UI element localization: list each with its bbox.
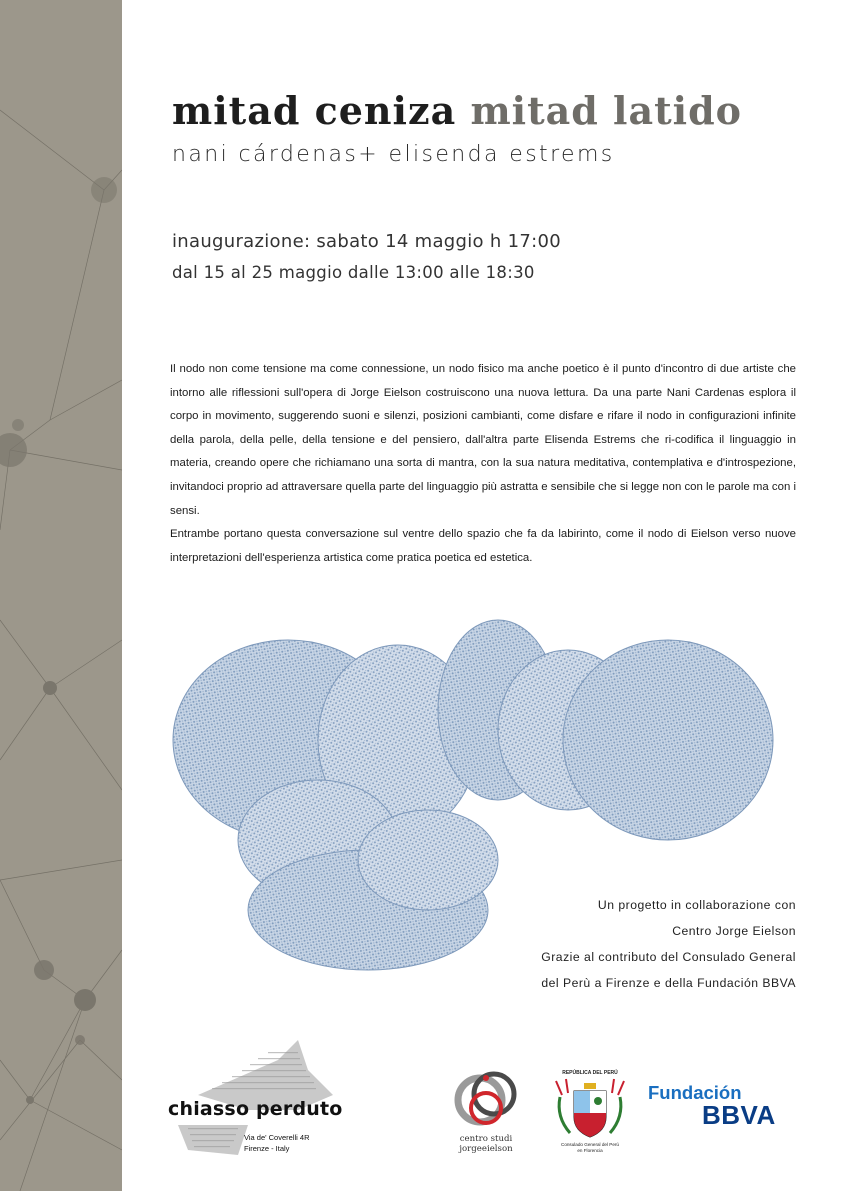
description-paragraph-1: Il nodo non come tensione ma come connessione, un nodo fisico ma anche poetico è il punto d'incontro di due artiste che intorno alle riflessioni sull'opera di Jorge Eielson costruiscono una nuova lettura. Da una parte Nani Cardenas esplora il corpo in movimento, suggerendo suoni e silenzi, posizioni cambianti, come disfare e rifare il nodo in configurazioni infinite della parola, della pelle, della tensione e del pensiero, dall'altra parte Elisenda Estrems che ri-codifica il linguaggio in materia, creando opere che richiamano una sorta di mantra, con la sua natura meditativa, contemplativa e d'introspezione, invitandoci proprio ad attraversare quella parte del linguaggio più astratta e sensibile che si legge non con le parole ma con i sensi. <box>170 363 796 517</box>
credit-line-3: Grazie al contributo del Consulado General <box>541 950 796 964</box>
peru-consulate-caption <box>548 1142 632 1154</box>
fundacion-bbva-logo <box>648 1082 798 1132</box>
description-paragraph-2: Entrambe portano questa conversazione sul ventre dello spazio che fa da labirinto, come il nodo di Eielson verso nuove interpretazioni dell'esperienza artistica come pratica poetica ed estetica. <box>170 528 796 564</box>
credit-line-2: Centro Jorge Eielson <box>672 924 796 938</box>
eielson-text-line-1: centro studi <box>459 1134 513 1144</box>
eielson-text-line-2: jorgeeielson <box>459 1144 513 1154</box>
description-text <box>170 358 796 570</box>
peru-caption-line-1: Consulado General del Perú <box>561 1142 619 1147</box>
bbva-name-label: BBVA <box>702 1100 776 1130</box>
bbva-fundacion-label: Fundación <box>648 1082 742 1103</box>
opening-date: inaugurazione: sabato 14 maggio h 17:00 <box>172 231 561 252</box>
chiasso-perduto-name: chiasso perduto <box>168 1098 343 1120</box>
exhibition-period: dal 15 al 25 maggio dalle 13:00 alle 18:30 <box>172 263 535 282</box>
chiasso-address-line-2: Firenze - Italy <box>244 1144 290 1153</box>
chiasso-address-line-1: Via de' Coverelli 4R <box>244 1133 310 1142</box>
page-title <box>172 88 742 133</box>
centro-studi-eielson-logo <box>446 1064 526 1159</box>
credits-block <box>541 892 796 996</box>
peru-caption-line-2: en Florencia <box>577 1148 603 1153</box>
title-part-1: mitad ceniza <box>172 88 457 133</box>
artists-subtitle: nani cárdenas+ elisenda estrems <box>172 142 615 167</box>
eielson-logo-icon <box>446 1064 526 1134</box>
title-part-2: mitad latido <box>470 88 743 133</box>
credit-line-4: del Perù a Firenze e della Fundación BBVA <box>541 976 796 990</box>
credit-line-1: Un progetto in collaborazione con <box>597 898 796 912</box>
peru-republic-label: REPÚBLICA DEL PERÚ <box>562 1070 618 1076</box>
peru-coat-of-arms-icon <box>548 1077 632 1143</box>
chiasso-perduto-logo <box>158 1040 358 1160</box>
consulado-peru-logo <box>548 1070 632 1160</box>
network-pattern-icon <box>0 0 122 1191</box>
decorative-sidebar <box>0 0 122 1191</box>
